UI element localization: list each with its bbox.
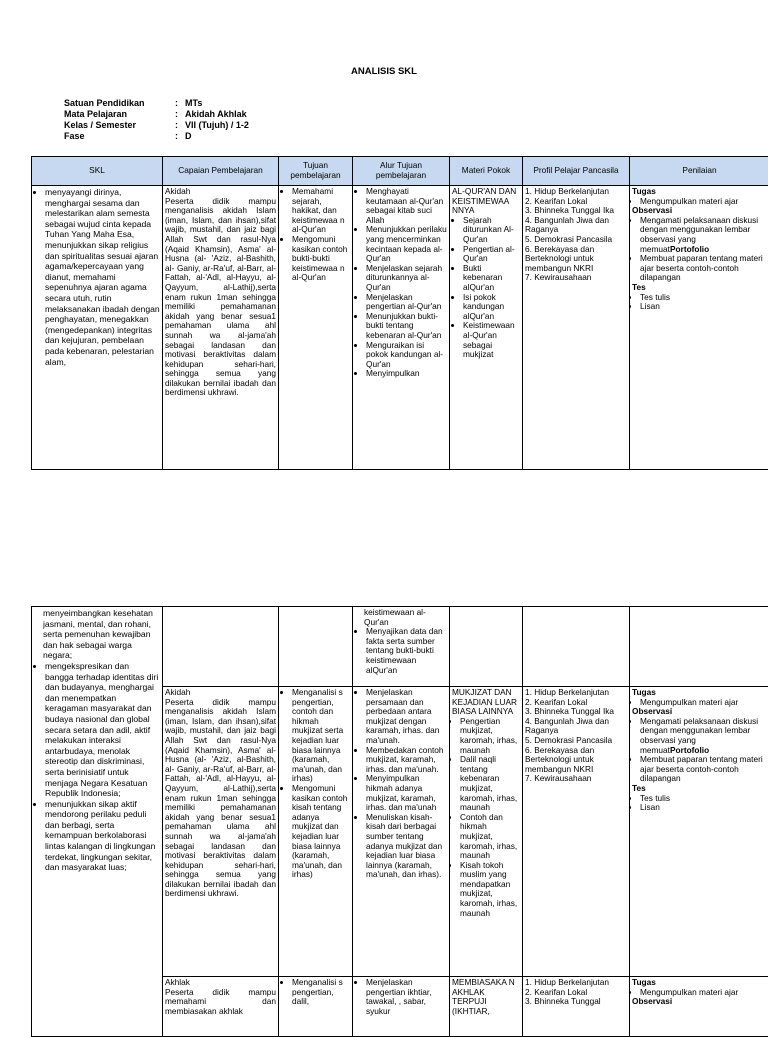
list-item: • Mengumpulkan materi ajar xyxy=(640,197,767,207)
list-item: • Menuliskan kisah-kisah dari berbagai sumber tentang adanya mukjizat dan kejadian luar biasa lainnya (karamah, ma'unah, dan irhas). xyxy=(366,813,447,880)
list-item: • Mengumpulkan materi ajar xyxy=(640,988,767,998)
list-item: 2. Kearifan Lokal xyxy=(525,698,627,708)
list-item: 3. Bhinneka Tunggal xyxy=(525,997,627,1007)
header-profil: Profil Pelajar Pancasila xyxy=(523,157,630,186)
penilaian-cell xyxy=(630,977,768,1037)
header-penilaian: Penilaian xyxy=(630,157,768,186)
penilaian-heading: Tugas xyxy=(632,187,767,197)
tujuan-cell xyxy=(279,186,353,470)
skl-cell xyxy=(32,607,163,1037)
meta-label: Mata Pelajaran xyxy=(64,109,175,120)
penilaian-heading: Tugas xyxy=(632,978,767,988)
penilaian-cell xyxy=(630,687,768,977)
penilaian-heading: Tes xyxy=(632,283,767,293)
alur-cell xyxy=(353,977,450,1037)
penilaian-heading: Observasi xyxy=(632,997,767,1007)
list-item: • Menyajikan data dan fakta serta sumber tentang bukti-bukti keistimewaan alQur'an xyxy=(366,627,447,675)
profil-cell xyxy=(523,687,630,977)
list-item: • Menganalisi s pengertian, dalil, xyxy=(292,978,350,1007)
capaian-cell: Akhlak Peserta didik mampu memahami dan membiasakan akhlak xyxy=(163,977,279,1037)
list-item: 3. Bhinneka Tunggal Ika xyxy=(525,206,627,216)
list-item: • Menjelaskan pengertian ikhtiar, tawakal, , sabar, syukur xyxy=(366,978,447,1016)
alur-cell xyxy=(353,186,450,470)
list-item: • Pengertian mukjizat, karomah, irhas, maunah xyxy=(460,717,520,755)
materi-title: MUKJIZAT DAN KEJADIAN LUAR BIASA LAINNYA xyxy=(452,688,520,717)
list-item: • Dalil naqli tentang kebenaran mukjizat, karomah, irhas, maunah xyxy=(460,755,520,813)
list-item: • Mengamati pelaksanaan diskusi dengan menggunakan lembar observasi yang memuatPortofolio xyxy=(640,717,767,755)
list-item: • Contoh dan hikmah mukjizat, karomah, irhas, maunah xyxy=(460,813,520,861)
capaian-cell: Akidah Peserta didik mampu menganalisis akidah Islam (iman, Islam, dan ihsan),sifat wajib, mustahil, dan jaiz bagi Allah Swt dan rasul-Nya (Aqaid Khamsin), Asma' al-Husna (al- 'Aziz, al-Bashith, al- Ganiy, ar-Ra'uf, al-Barr, al-Fattah, al-'Adl, al-Hayyu, al-Qayyum, al-Lathij),serta enam rukun 1man sehingga memiliki pemahamanan akidah yang benar sesua1 pemahaman ulama ahl sunnah wa al-jama'ah sebagai landasan dan motivasi beraktivitas dalam kehidupan sehari-hari, sehingga semua yang dilakukan bernilai ibadah dan berdimensi ukhrawi. xyxy=(163,687,279,977)
list-item: • Kisah tokoh muslim yang mendapatkan mukjizat, karomah, irhas, maunah xyxy=(460,861,520,919)
list-item: • Menyimpulkan xyxy=(366,369,447,379)
penilaian-heading: Tugas xyxy=(632,688,767,698)
list-item: • Mengamati pelaksanaan diskusi dengan menggunakan lembar observasi yang memuatPortofolio xyxy=(640,216,767,254)
list-item: • menyayangi dirinya, menghargai sesama dan melestarikan alam semesta sebagai wujud cinta kepada Tuhan Yang Maha Esa, menunjukkan sikap religius dan spiritualitas sesuai ajaran agama/kepercayaan yang dianut, memahami sepenuhnya ajaran agama secara utuh, rutin melaksanakan ibadah dengan penghayatan, menegakkan (mengedepankan) integritas dan kejujuran, pembelaan pada kebenaran, pelestarian alam, xyxy=(45,187,160,367)
list-item: • Menjelaskan sejarah diturunkannya al-Qur'an xyxy=(366,264,447,293)
list-item: 4. Bangunlah Jiwa dan Raganya xyxy=(525,717,627,736)
profil-cell xyxy=(523,977,630,1037)
list-item: 1. Hidup Berkelanjutan xyxy=(525,978,627,988)
skl-table-page2 xyxy=(31,606,768,1037)
list-item: • Isi pokok kandungan alQur'an xyxy=(463,293,520,322)
list-item: • Mengomuni kasikan contoh kisah tentang adanya mukjizat dan kejadian luar biasa lainnya (karamah, ma'unah, dan irhas) xyxy=(292,784,350,880)
skl-text: menyeimbangkan kesehatan jasmani, mental, dan rohani, serta pemenuhan kewajiban dan hak sebagai warga negara; xyxy=(34,608,160,661)
list-item: • Menghayati keutamaan al-Qur'an sebagai kitab suci Allah xyxy=(366,187,447,225)
list-item: • Tes tulis xyxy=(640,293,767,303)
materi-cell xyxy=(450,186,523,470)
list-item: • mengekspresikan dan bangga terhadap identitas diri dan budayanya, menghargai dan menempatkan keragaman masyarakat dan budaya nasional dan global secara setara dan adil, aktif melakukan interaksi antarbudaya, menolak stereotip dan diskriminasi, serta berinisiatif untuk menjaga Negara Kesatuan Republik Indonesia; xyxy=(45,661,160,799)
list-item: • Tes tulis xyxy=(640,794,767,804)
header-tujuan: Tujuan pembelajaran xyxy=(279,157,353,186)
list-item: • Bukti kebenaran alQur'an xyxy=(463,264,520,293)
list-item: • Memahami sejarah, hakikat, dan keistimewaa n al-Qur'an xyxy=(292,187,350,235)
tujuan-cell xyxy=(279,687,353,977)
list-item: • Pengertian al-Qur'an xyxy=(463,245,520,264)
list-item: 7. Kewirausahaan xyxy=(525,774,627,784)
list-item: • Sejarah diturunkan Al-Qur'an xyxy=(463,216,520,245)
alur-cell xyxy=(353,687,450,977)
document-meta: Satuan Pendidikan : MTs Mata Pelajaran : Akidah Akhlak Kelas / Semester : VII (Tujuh) / 1-2 Fase : D xyxy=(64,98,249,142)
meta-label: Satuan Pendidikan xyxy=(64,98,175,109)
list-item: • Membuat paparan tentang materi ajar beserta contoh-contoh dilapangan xyxy=(640,755,767,784)
list-item: • Menunjukkan perilaku yang mencerminkan kecintaan kepada al-Qur'an xyxy=(366,225,447,263)
list-item: • menunjukkan sikap aktif mendorong perilaku peduli dan berbagi, serta kemampuan berkolaborasi lintas kalangan di lingkungan terdekat, lingkungan sekitar, dan masyarakat luas; xyxy=(45,799,160,873)
skl-cell xyxy=(32,186,163,470)
materi-title: MEMBIASAKA N AKHLAK TERPUJI (IKHTIAR, xyxy=(452,978,520,1016)
list-item: 6. Berekayasa dan Berteknologi untuk membangun NKRI xyxy=(525,245,627,274)
materi-cell xyxy=(450,687,523,977)
list-item: • Menyimpulkan hikmah adanya mukjizat, karamah, irhas. dan ma'unah xyxy=(366,774,447,812)
list-item: 6. Berekayasa dan Berteknologi untuk membangun NKRI xyxy=(525,746,627,775)
list-item: 5. Demokrasi Pancasila xyxy=(525,235,627,245)
list-item: 7. Kewirausahaan xyxy=(525,273,627,283)
list-item: • Mengumpulkan materi ajar xyxy=(640,698,767,708)
header-capaian: Capaian Pembelajaran xyxy=(163,157,279,186)
alur-cell xyxy=(353,607,450,687)
list-item: • Membuat paparan tentang materi ajar beserta contoh-contoh dilapangan xyxy=(640,254,767,283)
alur-text: keistimewaan al-Qur'an xyxy=(355,608,447,627)
list-item: 5. Demokrasi Pancasila xyxy=(525,736,627,746)
header-materi: Materi Pokok xyxy=(450,157,523,186)
tujuan-cell xyxy=(279,977,353,1037)
list-item: • Menguraikan isi pokok kandungan al-Qur'an xyxy=(366,341,447,370)
list-item: • Menunjukkan bukti-bukti tentang kebenaran al-Qur'an xyxy=(366,312,447,341)
meta-label: Kelas / Semester xyxy=(64,120,175,131)
meta-value: Akidah Akhlak xyxy=(185,109,249,120)
materi-cell xyxy=(450,977,523,1037)
list-item: 2. Kearifan Lokal xyxy=(525,988,627,998)
list-item: • Menganalisi s pengertian, contoh dan hikmah mukjizat serta kejadian luar biasa lainnya (karamah, ma'unah, dan irhas) xyxy=(292,688,350,784)
penilaian-heading: Observasi xyxy=(632,707,767,717)
penilaian-heading: Observasi xyxy=(632,206,767,216)
list-item: • Menjelaskan pengertian al-Qur'an xyxy=(366,293,447,312)
list-item: 1. Hidup Berkelanjutan xyxy=(525,688,627,698)
profil-cell xyxy=(523,186,630,470)
header-alur: Alur Tujuan pembelajaran xyxy=(353,157,450,186)
list-item: • Lisan xyxy=(640,803,767,813)
penilaian-heading: Tes xyxy=(632,784,767,794)
meta-value: VII (Tujuh) / 1-2 xyxy=(185,120,249,131)
list-item: 2. Kearifan Lokal xyxy=(525,197,627,207)
meta-value: D xyxy=(185,131,249,142)
capaian-cell: Akidah Peserta didik mampu menganalisis akidah Islam (iman, Islam, dan ihsan),sifat wajib, mustahil, dan jaiz bagi Allah Swt dan rasul-Nya (Aqaid Khamsin), Asma' al-Husna (al- 'Aziz, al-Bashith, al- Ganiy, ar-Ra'uf, al-Barr, al-Fattah, al-'Adl, al-Hayyu, al-Qayyum, al-Lathij),serta enam rukun 1man sehingga memiliki pemahamanan akidah yang benar sesua1 pemahaman ulama ahl sunnah wa al-jama'ah sebagai landasan dan motivasi beraktivitas dalam kehidupan sehari-hari, sehingga semua yang dilakukan bernilai ibadah dan berdimensi ukhrawi. xyxy=(163,186,279,470)
meta-value: MTs xyxy=(185,98,249,109)
skl-table-page1 xyxy=(31,156,768,470)
list-item: • Membedakan contoh mukjizat, karamah, irhas. dan ma'unah. xyxy=(366,746,447,775)
list-item: • Keistimewaan al-Qur'an sebagai mukjizat xyxy=(463,321,520,359)
page-title: ANALISIS SKL xyxy=(0,66,768,77)
list-item: • Lisan xyxy=(640,302,767,312)
list-item: 3. Bhinneka Tunggal Ika xyxy=(525,707,627,717)
penilaian-cell xyxy=(630,186,768,470)
list-item: 1. Hidup Berkelanjutan xyxy=(525,187,627,197)
meta-label: Fase xyxy=(64,131,175,142)
list-item: • Mengomuni kasikan contoh bukti-bukti keistimewaa n al-Qur'an xyxy=(292,235,350,283)
list-item: 4. Bangunlah Jiwa dan Raganya xyxy=(525,216,627,235)
list-item: • Menjelaskan persamaan dan perbedaan antara mukjizat dengan karamah, irhas. dan ma'unah. xyxy=(366,688,447,746)
materi-title: AL-QUR'AN DAN KEISTIMEWAA NNYA xyxy=(452,187,520,216)
header-skl: SKL xyxy=(32,157,163,186)
